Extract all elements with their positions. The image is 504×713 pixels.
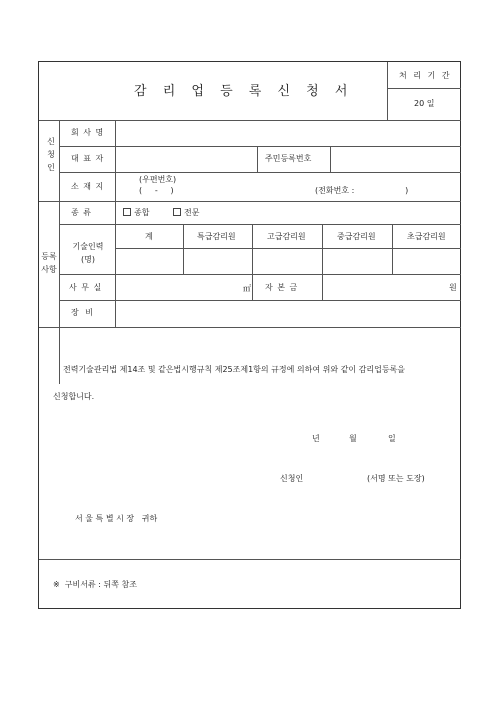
divider <box>115 248 461 249</box>
statement-text-continued: 신청합니다. <box>53 392 95 401</box>
divider <box>39 559 461 560</box>
divider <box>115 201 116 327</box>
date-day-label: 일 <box>388 434 396 443</box>
divider <box>39 327 461 328</box>
divider <box>252 224 253 274</box>
divider <box>330 146 331 172</box>
address-label: 소 재 지 <box>71 182 105 191</box>
divider <box>387 62 388 120</box>
divider <box>322 224 323 274</box>
equipment-label: 장 비 <box>71 308 95 317</box>
col-junior-grade: 초급감리원 <box>407 232 446 241</box>
office-label: 사 무 실 <box>69 283 103 292</box>
applicant-section-label: 신 청 인 <box>47 137 55 172</box>
signature-note: (서명 또는 도장) <box>367 474 425 483</box>
processing-period-value: 20 일 <box>414 99 435 108</box>
postal-code-field: ( - ) <box>139 186 174 195</box>
col-advanced-grade: 고급감리원 <box>267 232 306 241</box>
company-name-label: 회 사 명 <box>71 128 105 137</box>
option-specialty-label: 전문 <box>184 208 200 217</box>
phone-number-label: (전화번호 : ) <box>315 186 409 195</box>
attachments-note: ※ 구비서류 : 뒤쪽 참조 <box>53 580 137 589</box>
representative-label: 대 표 자 <box>71 154 105 163</box>
divider <box>59 274 461 275</box>
divider <box>39 120 461 121</box>
recipient-line: 서 울 특 별 시 장 귀하 <box>75 514 158 523</box>
divider <box>59 224 461 225</box>
divider <box>59 146 461 147</box>
statement-text: 전력기술관리법 제14조 및 같은법시행규칙 제25조제1항의 규정에 의하여 위와 같이 감리업등록을 <box>63 365 405 374</box>
divider <box>387 88 461 89</box>
option-general[interactable] <box>123 208 149 218</box>
option-specialty[interactable] <box>173 208 199 218</box>
divider <box>183 224 184 274</box>
postal-code-label: (우편번호) <box>139 175 177 184</box>
divider <box>252 274 253 300</box>
checkbox-icon <box>123 208 131 216</box>
divider <box>59 300 461 301</box>
date-year-label: 년 <box>312 434 320 443</box>
col-intermediate-grade: 중급감리원 <box>337 232 376 241</box>
type-label: 종 류 <box>71 208 92 217</box>
divider <box>257 146 258 172</box>
option-general-label: 종합 <box>134 208 150 217</box>
divider <box>392 224 393 274</box>
processing-period-label: 처 리 기 간 <box>399 71 452 80</box>
form-title: 감 리 업 등 록 신 청 서 <box>134 84 354 99</box>
office-unit: ㎡ <box>243 284 251 293</box>
registration-section-label: 등록 사항 <box>41 252 57 274</box>
checkbox-icon <box>173 208 181 216</box>
divider <box>59 172 461 173</box>
date-month-label: 월 <box>349 434 357 443</box>
divider <box>115 120 116 201</box>
technical-staff-label: 기술인력 (명) <box>72 242 104 264</box>
col-total: 계 <box>145 232 153 241</box>
resident-number-label: 주민등록번호 <box>265 154 312 163</box>
capital-label: 자 본 금 <box>265 283 299 292</box>
divider <box>39 201 461 202</box>
applicant-signature-label: 신청인 <box>280 474 304 483</box>
divider <box>59 120 60 384</box>
divider <box>322 274 323 300</box>
application-form <box>38 61 461 609</box>
col-special-grade: 특급감리원 <box>197 232 236 241</box>
capital-unit: 원 <box>449 283 457 292</box>
